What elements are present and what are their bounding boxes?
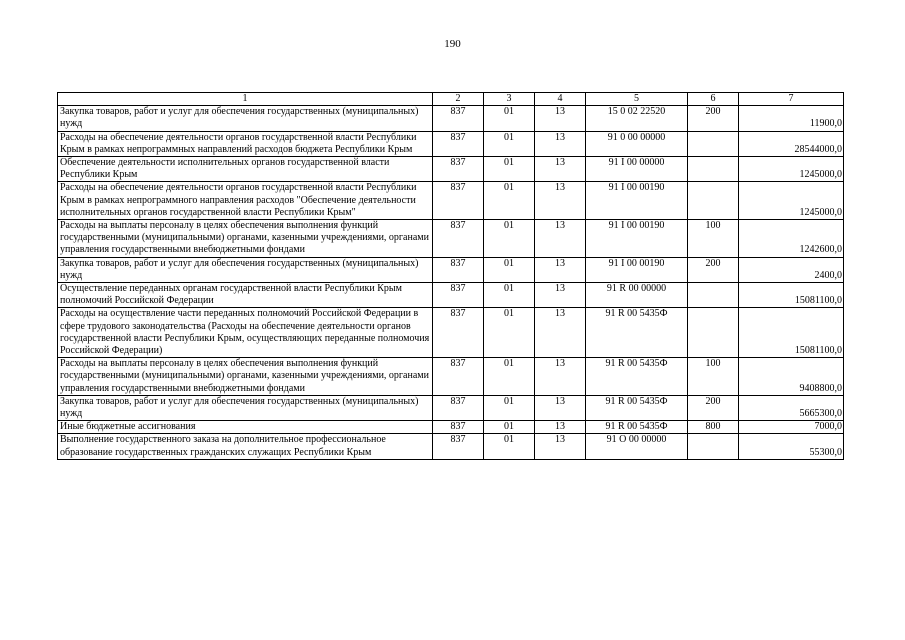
cell-expense-type: 800 — [688, 421, 739, 434]
cell-expense-type: 200 — [688, 106, 739, 131]
budget-table — [57, 92, 844, 460]
cell-name: Расходы на выплаты персоналу в целях обеспечения выполнения функций государственными (муниципальными) органами, казенными учреждениями, органами управления государственными внебюджетными фондами — [58, 358, 433, 396]
header-cell-1: 1 — [58, 93, 433, 106]
table-row — [58, 106, 844, 131]
cell-expense-type — [688, 131, 739, 156]
cell-section: 01 — [484, 182, 535, 220]
cell-amount: 5665300,0 — [739, 395, 844, 420]
cell-amount: 11900,0 — [739, 106, 844, 131]
cell-amount: 55300,0 — [739, 434, 844, 459]
cell-name: Выполнение государственного заказа на дополнительное профессиональное образование государственных гражданских служащих Республики Крым — [58, 434, 433, 459]
cell-section: 01 — [484, 358, 535, 396]
cell-target-article: 91 R 00 5435Ф — [586, 358, 688, 396]
cell-expense-type: 100 — [688, 220, 739, 258]
table-row — [58, 395, 844, 420]
cell-section: 01 — [484, 308, 535, 358]
cell-ministry-code: 837 — [433, 434, 484, 459]
cell-subsection: 13 — [535, 106, 586, 131]
cell-target-article: 91 R 00 5435Ф — [586, 421, 688, 434]
cell-name: Расходы на выплаты персоналу в целях обеспечения выполнения функций государственными (муниципальными) органами, казенными учреждениями, органами управления государственными внебюджетными фондами — [58, 220, 433, 258]
cell-section: 01 — [484, 131, 535, 156]
cell-subsection: 13 — [535, 434, 586, 459]
cell-target-article: 91 O 00 00000 — [586, 434, 688, 459]
cell-amount: 9408800,0 — [739, 358, 844, 396]
cell-amount: 1245000,0 — [739, 182, 844, 220]
cell-section: 01 — [484, 434, 535, 459]
cell-target-article: 91 R 00 5435Ф — [586, 308, 688, 358]
cell-expense-type — [688, 308, 739, 358]
cell-name: Расходы на обеспечение деятельности органов государственной власти Республики Крым в рамках непрограммного направления расходов "Обеспечение деятельности исполнительных органов государственной власти Республики Крым" — [58, 182, 433, 220]
cell-subsection: 13 — [535, 220, 586, 258]
cell-amount: 15081100,0 — [739, 308, 844, 358]
header-cell-3: 3 — [484, 93, 535, 106]
cell-ministry-code: 837 — [433, 157, 484, 182]
cell-section: 01 — [484, 220, 535, 258]
cell-ministry-code: 837 — [433, 358, 484, 396]
cell-name: Расходы на осуществление части переданных полномочий Российской Федерации в сфере трудового законодательства (Расходы на обеспечение деятельности органов государственной власти Республики Крым, осуществляющих переданные полномочия Российской Федерации) — [58, 308, 433, 358]
cell-ministry-code: 837 — [433, 308, 484, 358]
cell-ministry-code: 837 — [433, 220, 484, 258]
header-cell-7: 7 — [739, 93, 844, 106]
header-cell-2: 2 — [433, 93, 484, 106]
cell-expense-type — [688, 182, 739, 220]
cell-target-article: 91 R 00 5435Ф — [586, 395, 688, 420]
cell-section: 01 — [484, 106, 535, 131]
cell-section: 01 — [484, 283, 535, 308]
cell-name: Закупка товаров, работ и услуг для обеспечения государственных (муниципальных) нужд — [58, 106, 433, 131]
header-row — [58, 93, 844, 106]
cell-target-article: 91 R 00 00000 — [586, 283, 688, 308]
cell-subsection: 13 — [535, 131, 586, 156]
cell-name: Закупка товаров, работ и услуг для обеспечения государственных (муниципальных) нужд — [58, 395, 433, 420]
cell-name: Закупка товаров, работ и услуг для обеспечения государственных (муниципальных) нужд — [58, 257, 433, 282]
cell-amount: 7000,0 — [739, 421, 844, 434]
table-row — [58, 157, 844, 182]
cell-subsection: 13 — [535, 283, 586, 308]
page-number: 190 — [444, 38, 461, 50]
cell-amount: 28544000,0 — [739, 131, 844, 156]
cell-target-article: 91 I 00 00000 — [586, 157, 688, 182]
cell-target-article: 91 I 00 00190 — [586, 220, 688, 258]
cell-ministry-code: 837 — [433, 283, 484, 308]
cell-amount: 1242600,0 — [739, 220, 844, 258]
header-cell-5: 5 — [586, 93, 688, 106]
cell-subsection: 13 — [535, 257, 586, 282]
cell-expense-type: 200 — [688, 257, 739, 282]
cell-ministry-code: 837 — [433, 182, 484, 220]
cell-ministry-code: 837 — [433, 395, 484, 420]
cell-expense-type: 100 — [688, 358, 739, 396]
cell-section: 01 — [484, 157, 535, 182]
cell-name: Осуществление переданных органам государственной власти Республики Крым полномочий Российской Федерации — [58, 283, 433, 308]
cell-amount: 15081100,0 — [739, 283, 844, 308]
table-row — [58, 257, 844, 282]
cell-subsection: 13 — [535, 182, 586, 220]
cell-ministry-code: 837 — [433, 421, 484, 434]
cell-subsection: 13 — [535, 358, 586, 396]
table-row — [58, 358, 844, 396]
cell-name: Иные бюджетные ассигнования — [58, 421, 433, 434]
cell-subsection: 13 — [535, 395, 586, 420]
table-row — [58, 283, 844, 308]
cell-expense-type — [688, 283, 739, 308]
table-row — [58, 131, 844, 156]
table-row — [58, 220, 844, 258]
cell-expense-type — [688, 157, 739, 182]
cell-section: 01 — [484, 395, 535, 420]
table-row — [58, 308, 844, 358]
cell-expense-type — [688, 434, 739, 459]
cell-target-article: 91 0 00 00000 — [586, 131, 688, 156]
table-row — [58, 182, 844, 220]
table-row — [58, 434, 844, 459]
header-cell-4: 4 — [535, 93, 586, 106]
cell-expense-type: 200 — [688, 395, 739, 420]
cell-section: 01 — [484, 421, 535, 434]
cell-section: 01 — [484, 257, 535, 282]
cell-amount: 2400,0 — [739, 257, 844, 282]
header-cell-6: 6 — [688, 93, 739, 106]
cell-name: Обеспечение деятельности исполнительных органов государственной власти Республики Крым — [58, 157, 433, 182]
cell-ministry-code: 837 — [433, 257, 484, 282]
cell-subsection: 13 — [535, 308, 586, 358]
cell-target-article: 91 I 00 00190 — [586, 257, 688, 282]
table-row — [58, 421, 844, 434]
cell-target-article: 15 0 02 22520 — [586, 106, 688, 131]
cell-subsection: 13 — [535, 157, 586, 182]
table-body — [58, 93, 844, 460]
cell-amount: 1245000,0 — [739, 157, 844, 182]
cell-ministry-code: 837 — [433, 106, 484, 131]
cell-subsection: 13 — [535, 421, 586, 434]
cell-target-article: 91 I 00 00190 — [586, 182, 688, 220]
cell-ministry-code: 837 — [433, 131, 484, 156]
cell-name: Расходы на обеспечение деятельности органов государственной власти Республики Крым в рамках непрограммных направлений расходов бюджета Республики Крым — [58, 131, 433, 156]
